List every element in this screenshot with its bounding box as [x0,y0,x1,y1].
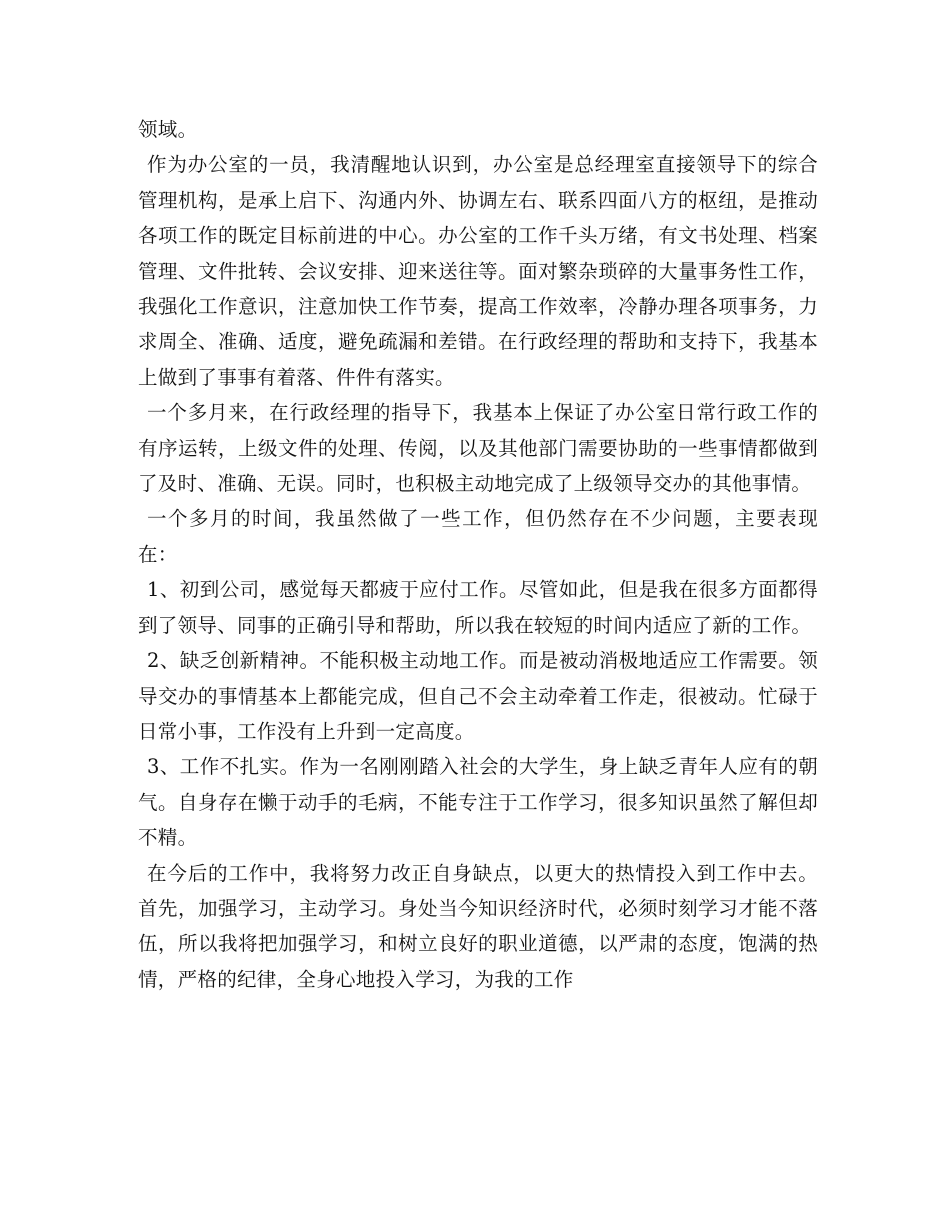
paragraph-continuation: 领域。 [138,118,198,141]
paragraph-problems-intro: 一个多月的时间，我虽然做了一些工作，但仍然存在不少问题，主要表现在： [138,507,818,566]
paragraph-future-plan: 在今后的工作中，我将努力改正自身缺点，以更大的热情投入到工作中去。首先，加强学习，主动学习。身处当今知识经济时代，必须时刻学习才能不落伍，所以我将把加强学习，和树立良好的职业道德，以严肃的态度，饱满的热情，严格的纪律，全身心地投入学习，为我的工作 [138,861,818,991]
paragraph-office-role: 作为办公室的一员，我清醒地认识到，办公室是总经理室直接领导下的综合管理机构，是承上启下、沟通内外、协调左右、联系四面八方的枢纽，是推动各项工作的既定目标前进的中心。办公室的工作千头万绪，有文书处理、档案管理、文件批转、会议安排、迎来送往等。面对繁杂琐碎的大量事务性工作，我强化工作意识，注意加快工作节奏，提高工作效率，冷静办理各项事务，力求周全、准确、适度，避免疏漏和差错。在行政经理的帮助和支持下，我基本上做到了事事有着落、件件有落实。 [138,153,818,389]
paragraph-month-summary: 一个多月来，在行政经理的指导下，我基本上保证了办公室日常行政工作的有序运转，上级文件的处理、传阅，以及其他部门需要协助的一些事情都做到了及时、准确、无误。同时，也积极主动地完成了上级领导交办的其他事情。 [138,401,818,496]
paragraph-problem-1: 1、初到公司，感觉每天都疲于应付工作。尽管如此，但是我在很多方面都得到了领导、同事的正确引导和帮助，所以我在较短的时间内适应了新的工作。 [138,578,818,637]
paragraph-problem-2: 2、缺乏创新精神。不能积极主动地工作。而是被动消极地适应工作需要。领导交办的事情基本上都能完成，但自己不会主动牵着工作走，很被动。忙碌于日常小事，工作没有上升到一定高度。 [138,649,818,743]
paragraph-problem-3: 3、工作不扎实。作为一名刚刚踏入社会的大学生，身上缺乏青年人应有的朝气。自身存在懒于动手的毛病，不能专注于工作学习，很多知识虽然了解但却不精。 [138,755,818,850]
document-body [138,112,818,997]
